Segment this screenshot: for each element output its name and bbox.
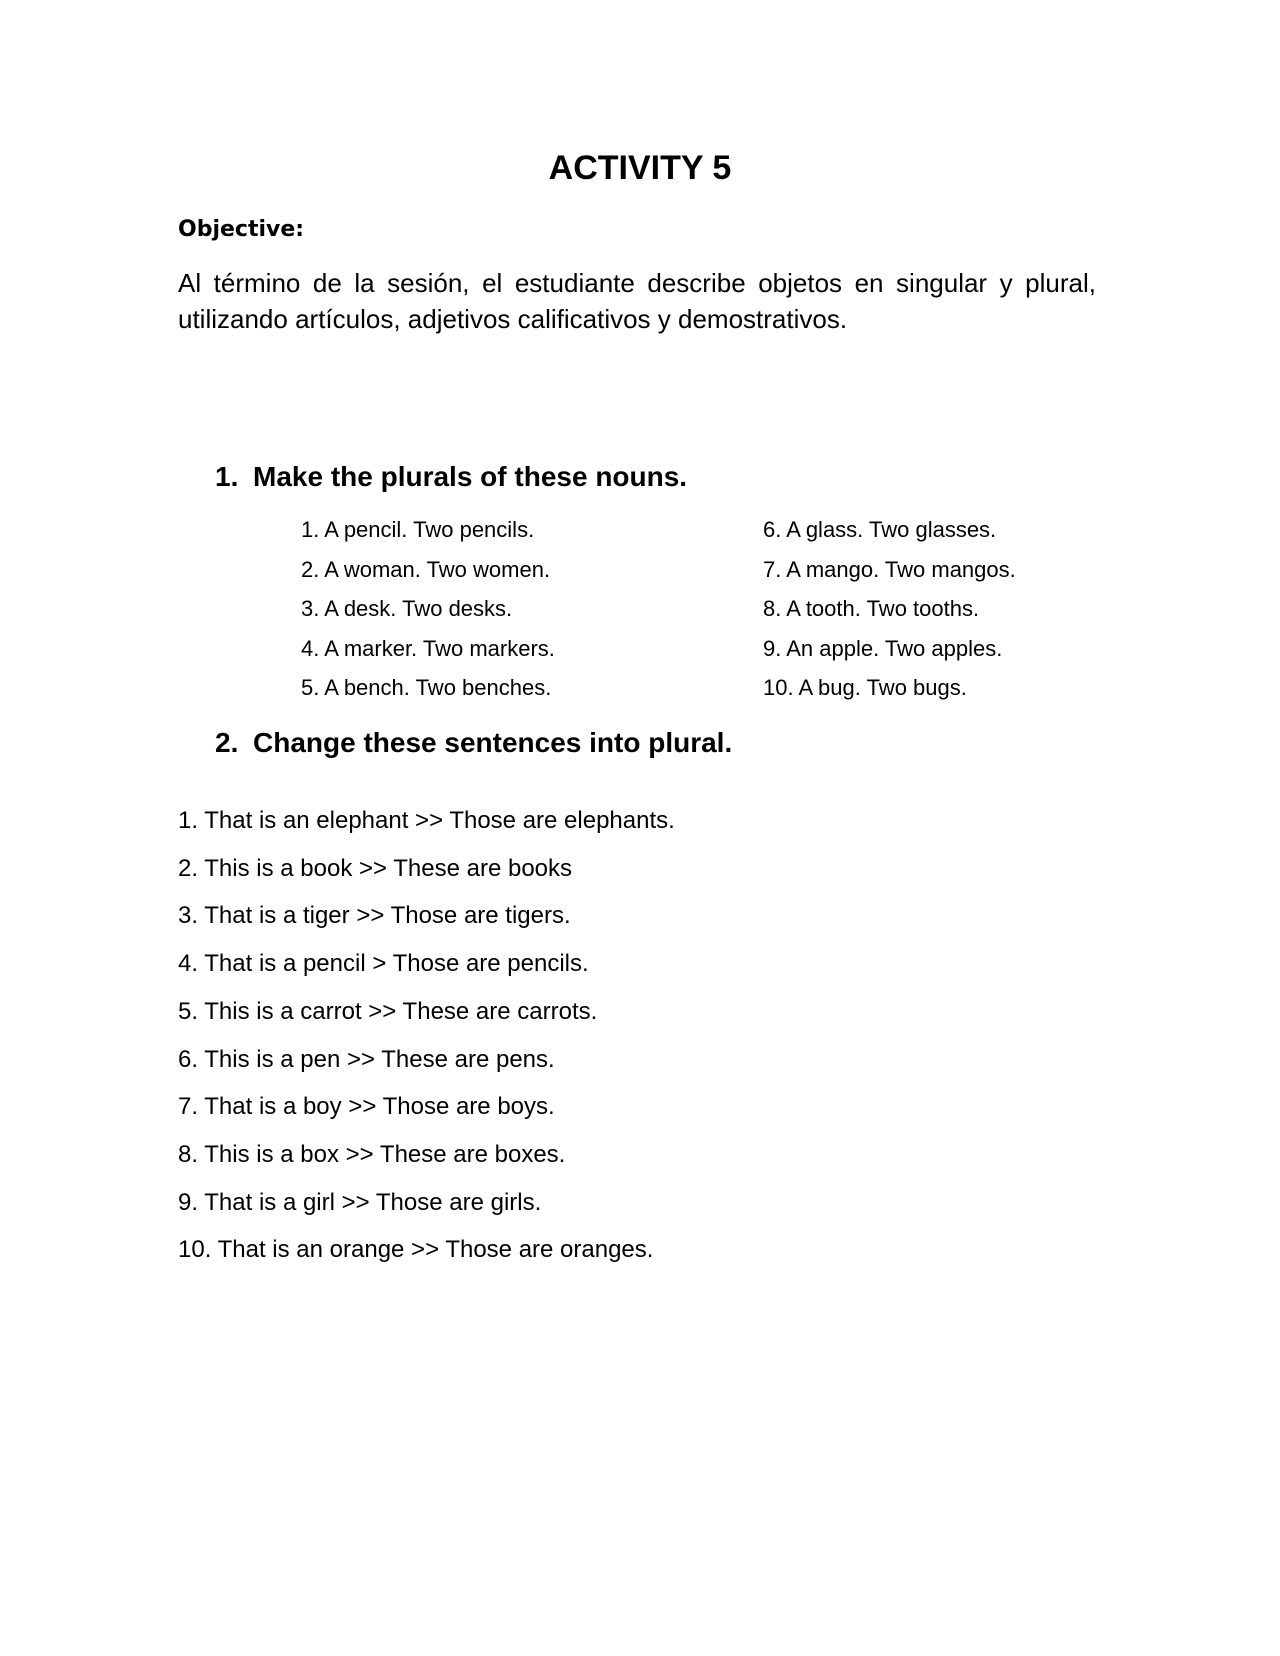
page-title: ACTIVITY 5 bbox=[548, 149, 732, 187]
list-item: 4. That is a pencil > Those are pencils. bbox=[178, 950, 589, 978]
list-item: 7. That is a boy >> Those are boys. bbox=[178, 1093, 555, 1121]
plurals-list-left bbox=[301, 510, 555, 708]
section-2-title: Change these sentences into plural. bbox=[253, 727, 733, 758]
list-item: 3. A desk. Two desks. bbox=[301, 596, 513, 621]
list-item: 2. A woman. Two women. bbox=[301, 556, 551, 582]
section-1-number: 1. bbox=[215, 461, 239, 492]
list-item: 1. A pencil. Two pencils. bbox=[301, 517, 535, 542]
list-item: 4. A marker. Two markers. bbox=[301, 635, 555, 661]
objective-label: Objective: bbox=[178, 217, 305, 242]
list-item: 5. This is a carrot >> These are carrots. bbox=[178, 997, 598, 1025]
section-1-heading bbox=[215, 460, 687, 494]
list-item: 7. A mango. Two mangos. bbox=[763, 556, 1016, 582]
sentences-list bbox=[178, 797, 675, 1274]
plurals-list-right bbox=[763, 510, 1016, 708]
objective-text: Al término de la sesión, el estudiante describe objetos en singular y plural, utilizando artículos, adjetivos calificativos y demostrativos. bbox=[178, 268, 1096, 334]
section-2-heading bbox=[215, 726, 732, 760]
list-item: 2. This is a book >> These are books bbox=[178, 854, 573, 882]
list-item: 10. That is an orange >> Those are oranges. bbox=[178, 1236, 654, 1264]
list-item: 6. A glass. Two glasses. bbox=[763, 517, 997, 542]
list-item: 5. A bench. Two benches. bbox=[301, 675, 552, 700]
list-item: 8. This is a box >> These are boxes. bbox=[178, 1140, 566, 1168]
list-item: 9. An apple. Two apples. bbox=[763, 635, 1003, 661]
list-item: 10. A bug. Two bugs. bbox=[763, 675, 967, 700]
list-item: 1. That is an elephant >> Those are elephants. bbox=[178, 807, 675, 834]
list-item: 6. This is a pen >> These are pens. bbox=[178, 1045, 555, 1073]
section-2-number: 2. bbox=[215, 727, 239, 758]
list-item: 8. A tooth. Two tooths. bbox=[763, 596, 980, 621]
list-item: 9. That is a girl >> Those are girls. bbox=[178, 1188, 542, 1216]
section-1-title: Make the plurals of these nouns. bbox=[253, 461, 688, 492]
list-item: 3. That is a tiger >> Those are tigers. bbox=[178, 902, 571, 930]
